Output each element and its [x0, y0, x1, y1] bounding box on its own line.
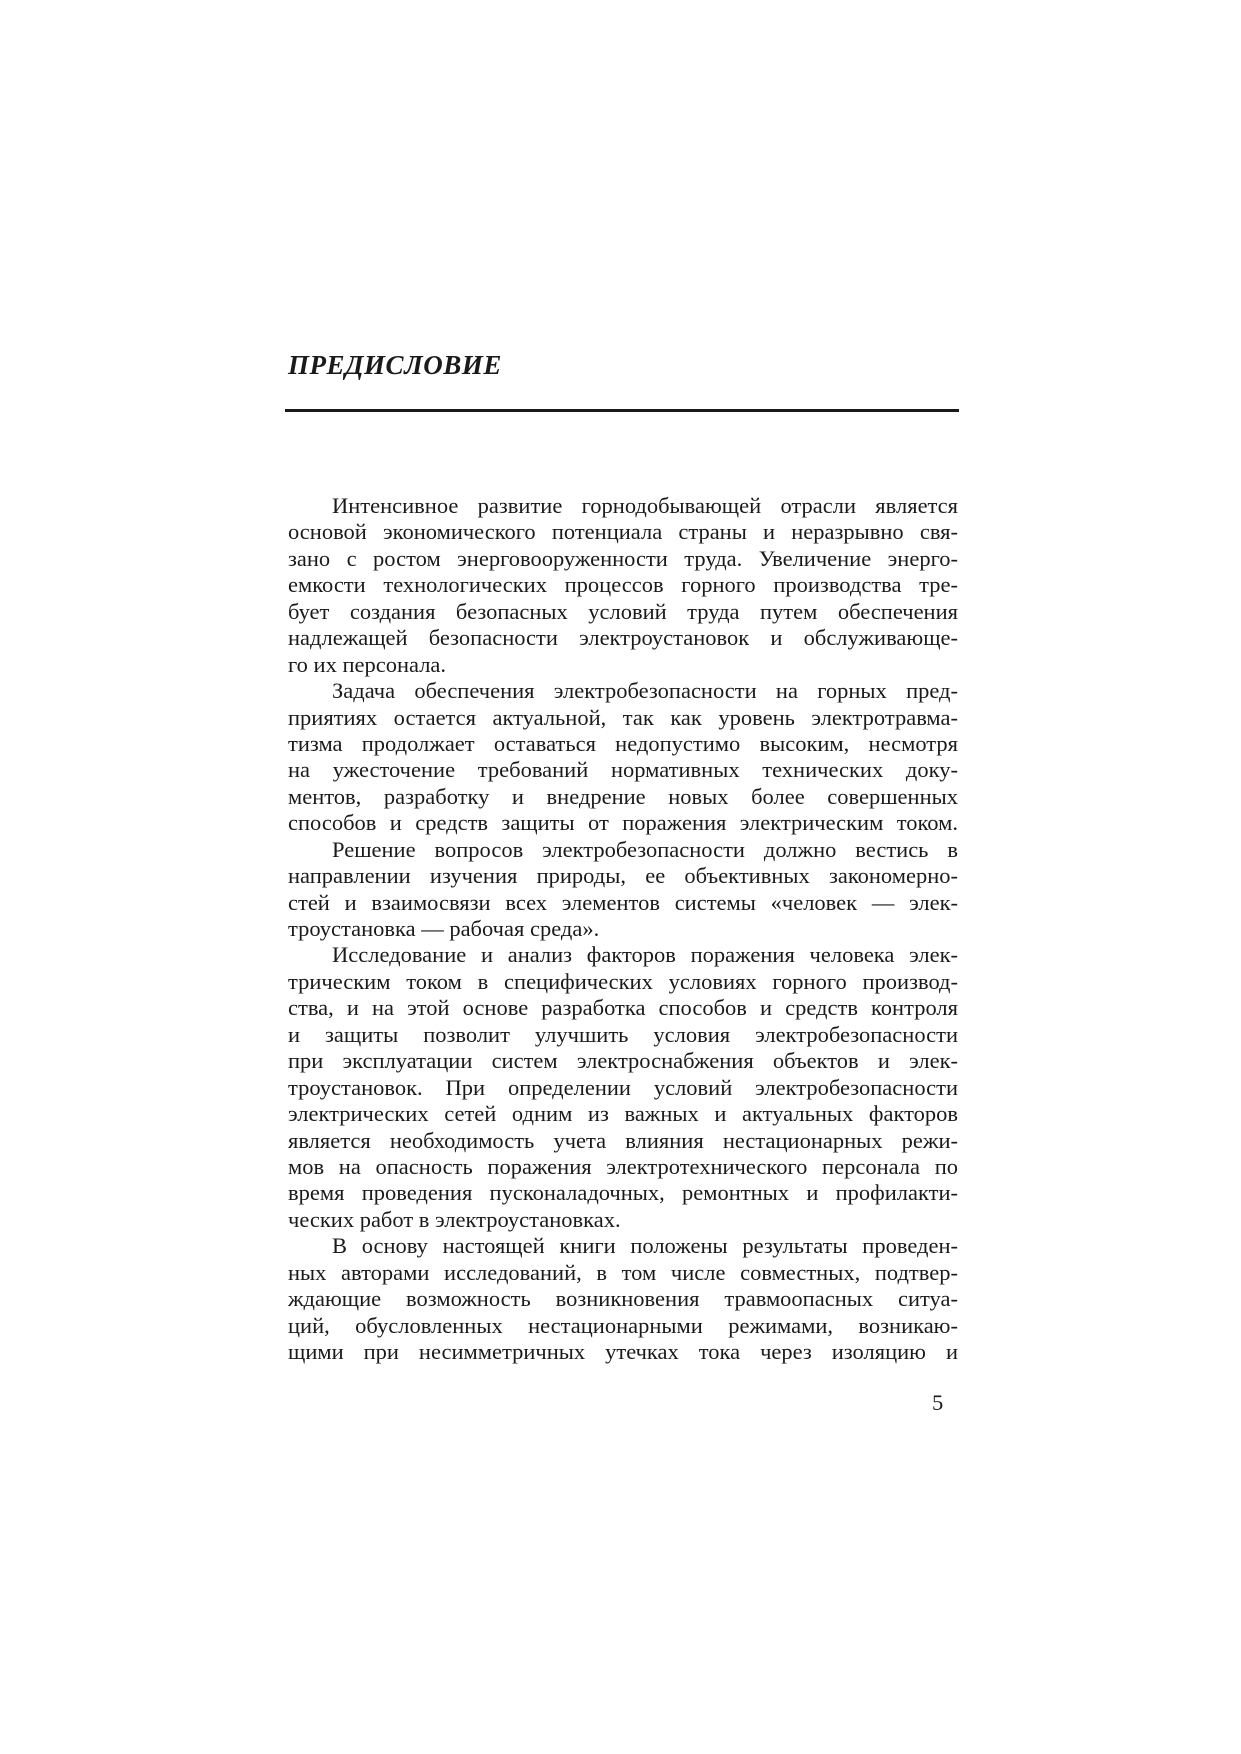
text-line: электрических сетей одним из важных и актуальных факторов: [288, 1101, 958, 1127]
text-line: бует создания безопасных условий труда путем обеспечения: [288, 598, 958, 624]
text-line: и защиты позволит улучшить условия электробезопасности: [288, 1021, 958, 1047]
text-line: троустановка — рабочая среда».: [288, 916, 600, 941]
text-line: емкости технологических процессов горного производства тре-: [288, 572, 958, 598]
text-line: мов на опасность поражения электротехнического персонала по: [288, 1153, 958, 1179]
text-line: является необходимость учета влияния нестационарных режи-: [288, 1127, 958, 1153]
text-line: трическим током в специфических условиях горного производ-: [288, 968, 958, 994]
text-line: приятиях остается актуальной, так как уровень электротравма-: [288, 704, 958, 730]
text-line: время проведения пусконаладочных, ремонтных и профилакти-: [288, 1180, 958, 1206]
text-line: ждающие возможность возникновения травмоопасных ситуа-: [288, 1286, 958, 1312]
text-line: го их персонала.: [288, 651, 447, 677]
heading-divider: [285, 409, 959, 412]
text-line: зано с ростом энерговооруженности труда. Увеличение энерго-: [288, 545, 958, 571]
text-line: направлении изучения природы, ее объективных закономерно-: [288, 863, 958, 889]
text-line: на ужесточение требований нормативных технических доку-: [288, 757, 958, 783]
text-line: стей и взаимосвязи всех элементов системы «человек — элек-: [288, 889, 958, 915]
text-line: В основу настоящей книги положены результаты проведен-: [332, 1233, 958, 1259]
text-line: способов и средств защиты от поражения электрическим током.: [288, 810, 958, 836]
text-line: троустановок. При определении условий электробезопасности: [288, 1074, 958, 1100]
page-number: 5: [932, 1390, 944, 1415]
text-line: при эксплуатации систем электроснабжения объектов и элек-: [288, 1048, 958, 1074]
text-line: щими при несимметричных утечках тока через изоляцию и: [288, 1339, 958, 1364]
text-line: Решение вопросов электробезопасности должно вестись в: [332, 836, 958, 862]
text-line: ментов, разработку и внедрение новых более совершенных: [288, 783, 958, 809]
text-line: Интенсивное развитие горнодобывающей отрасли является: [332, 493, 958, 518]
text-line: Задача обеспечения электробезопасности на горных пред-: [332, 678, 958, 704]
text-line: основой экономического потенциала страны и неразрывно свя-: [288, 519, 958, 545]
text-line: ства, и на этой основе разработка способов и средств контроля: [288, 995, 958, 1021]
text-line: ций, обусловленных нестационарными режимами, возникаю-: [288, 1312, 958, 1338]
body-text: [288, 493, 958, 1365]
text-line: ческих работ в электроустановках.: [288, 1206, 621, 1232]
text-line: тизма продолжает оставаться недопустимо высоким, несмотря: [288, 730, 958, 756]
page-title: ПРЕДИСЛОВИЕ: [288, 350, 502, 380]
text-line: ных авторами исследований, в том числе совместных, подтвер-: [288, 1259, 958, 1285]
text-line: Исследование и анализ факторов поражения человека элек-: [332, 942, 958, 968]
text-line: надлежащей безопасности электроустановок и обслуживающе-: [288, 625, 958, 651]
